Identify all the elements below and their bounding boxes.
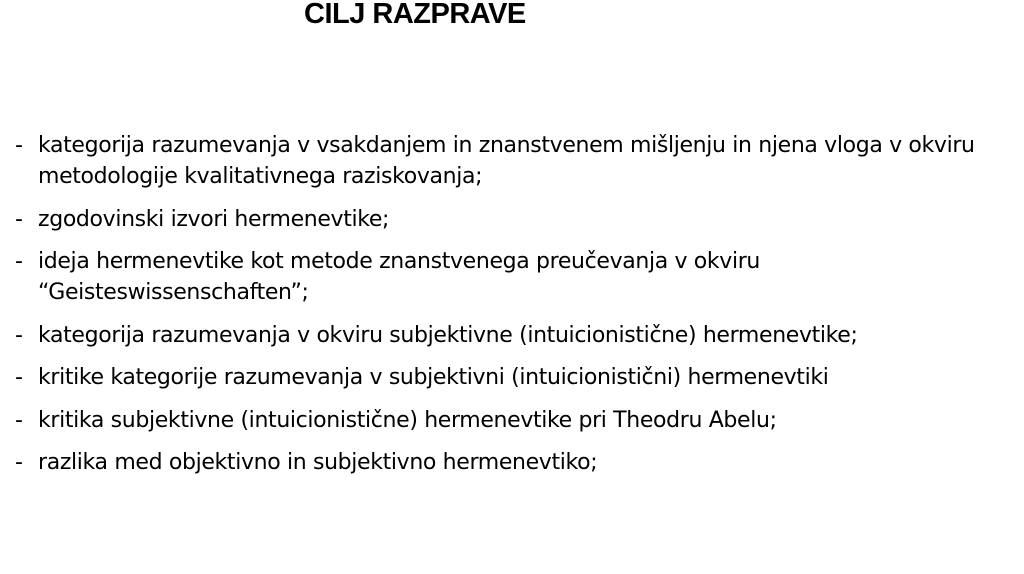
bullet-dash: - xyxy=(15,450,23,475)
bullet-text: zgodovinski izvori hermenevtike; xyxy=(38,206,390,232)
bullet-dash: - xyxy=(15,133,23,158)
bullet-dash: - xyxy=(15,206,23,232)
bullet-text: ideja hermenevtike kot metode znanstvenega preučevanja v okviru “Geisteswissenschaften”; xyxy=(38,249,761,305)
bullet-dash: - xyxy=(15,249,23,274)
bullet-text: razlika med objektivno in subjektivno hermenevtiko; xyxy=(38,450,598,475)
bullet-item xyxy=(15,447,1010,478)
bullet-item xyxy=(15,130,1010,192)
bullet-item xyxy=(15,362,1010,393)
bullet-dash: - xyxy=(15,365,23,390)
bullet-item xyxy=(15,246,1010,308)
bullet-dash: - xyxy=(15,407,23,433)
bullet-item xyxy=(15,204,1010,235)
bullet-item xyxy=(15,320,1010,351)
bullet-item xyxy=(15,405,1010,436)
bullet-dash: - xyxy=(15,322,23,348)
bullet-text: kategorija razumevanja v vsakdanjem in znanstvenem mišljenju in njena vloga v okviru metodologije kvalitativnega raziskovanja; xyxy=(38,133,975,189)
bullet-list xyxy=(15,130,1010,490)
slide-title: CILJ RAZPRAVE xyxy=(304,0,526,30)
bullet-text: kategorija razumevanja v okviru subjektivne (intuicionistične) hermenevtike; xyxy=(38,322,858,348)
bullet-text: kritike kategorije razumevanja v subjektivni (intuicionistični) hermenevtiki xyxy=(38,365,829,390)
bullet-text: kritika subjektivne (intuicionistične) hermenevtike pri Theodru Abelu; xyxy=(38,407,777,433)
